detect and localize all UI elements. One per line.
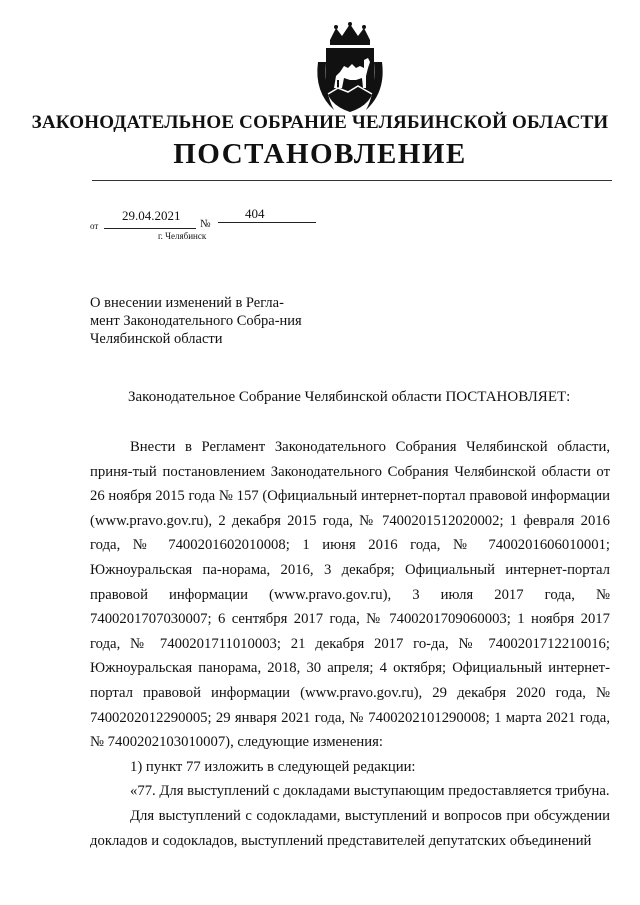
document-number: 404 bbox=[245, 206, 265, 221]
city: г. Челябинск bbox=[158, 231, 207, 241]
body-paragraph: 1) пункт 77 изложить в следующей редакции: bbox=[130, 758, 416, 775]
header-divider bbox=[92, 180, 612, 181]
organization-name: ЗАКОНОДАТЕЛЬНОЕ СОБРАНИЕ ЧЕЛЯБИНСКОЙ ОБЛАСТИ bbox=[31, 112, 609, 133]
document-date: 29.04.2021 bbox=[122, 208, 181, 223]
coat-of-arms-icon bbox=[314, 22, 386, 114]
date-underline bbox=[104, 228, 196, 229]
number-underline bbox=[218, 222, 316, 223]
document-body bbox=[90, 435, 610, 853]
body-paragraph: Для выступлений с содокладами, выступлений и вопросов при обсуждении докладов и содокладов, выступлений представителей депутатских объединений bbox=[90, 807, 610, 849]
date-prefix: от bbox=[90, 221, 99, 231]
preamble: Законодательное Собрание Челябинской области ПОСТАНОВЛЯЕТ: bbox=[128, 389, 571, 405]
body-paragraph: Внести в Регламент Законодательного Собрания Челябинской области, приня-тый постановлением Законодательного Собрания Челябинской области от 26 ноября 2015 года № 157 (Официальный интернет-портал правовой информации (www.pravo.gov.ru), 2 декабря 2015 года, № 7400201512020002; 1 февраля 2016 года, № 7400201602010008; 1 июня 2016 года, № 7400201606010001; Южноуральская па-норама, 2016, 3 декабря; Официальный интернет-портал правовой информации (www.pravo.gov.ru), 3 июля 2017 года, № 7400201707030007; 6 сентября 2017 года, № 7400201709060003; 1 ноября 2017 года, № 7400201711010003; 21 декабря 2017 го-да, № 7400201712210016; Южноуральская панорама, 2018, 30 апреля; 4 октября; Официальный интернет-портал правовой информации (www.pravo.gov.ru), 29 декабря 2020 года, № 7400202012290005; 29 января 2021 года, № 7400202101290008; 1 марта 2021 года, № 7400202103010007), следующие изменения: bbox=[90, 439, 610, 751]
document-subject: О внесении изменений в Регла-мент Законодательного Собра-ния Челябинской области bbox=[90, 295, 302, 347]
body-paragraph: «77. Для выступлений с докладами выступающим предоставляется трибуна. bbox=[130, 783, 610, 800]
document-title: ПОСТАНОВЛЕНИЕ bbox=[173, 138, 467, 170]
number-prefix: № bbox=[200, 218, 211, 230]
